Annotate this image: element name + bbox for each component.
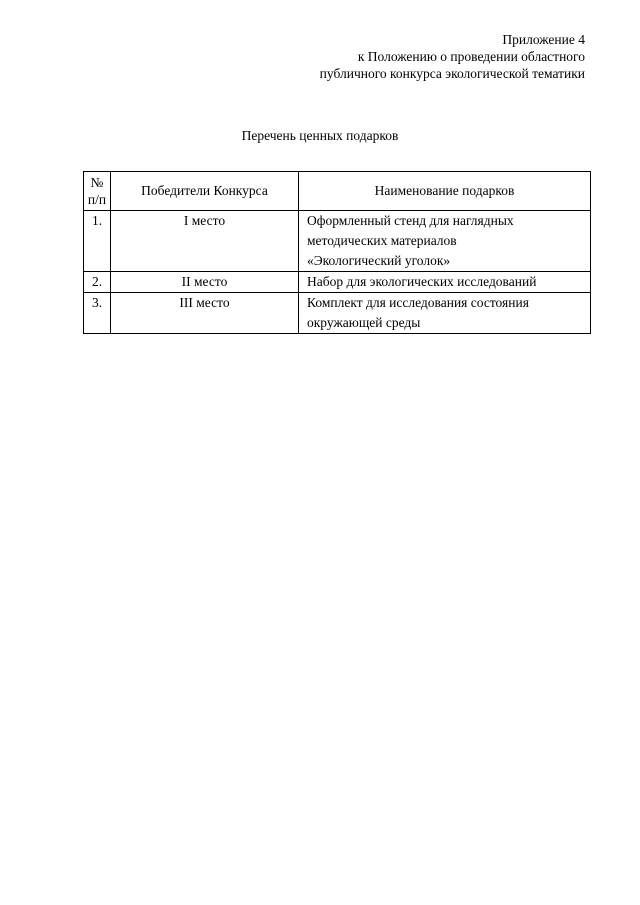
header-number-abbr: п/п bbox=[87, 192, 107, 207]
appendix-reference-line-2: публичного конкурса экологической тематики bbox=[319, 66, 585, 81]
gift-line: методических материалов bbox=[307, 233, 457, 248]
table-header-row bbox=[84, 172, 591, 211]
row-number: 1. bbox=[84, 211, 111, 272]
row-gift bbox=[299, 293, 591, 334]
header-winners: Победители Конкурса bbox=[111, 172, 299, 211]
document-title: Перечень ценных подарков bbox=[241, 128, 399, 143]
gift-line: Оформленный стенд для наглядных bbox=[307, 213, 514, 228]
row-gift bbox=[299, 211, 591, 272]
appendix-number: Приложение 4 bbox=[502, 32, 585, 47]
gift-line: Комплект для исследования состояния bbox=[307, 295, 529, 310]
table-row bbox=[84, 272, 591, 293]
gift-line: окружающей среды bbox=[307, 315, 421, 330]
appendix-header bbox=[165, 31, 585, 82]
row-gift bbox=[299, 272, 591, 293]
row-number: 3. bbox=[84, 293, 111, 334]
table-row bbox=[84, 211, 591, 272]
appendix-reference-line-1: к Положению о проведении областного bbox=[357, 49, 585, 64]
gift-line: «Экологический уголок» bbox=[307, 253, 451, 268]
header-gifts: Наименование подарков bbox=[299, 172, 591, 211]
row-place: I место bbox=[111, 211, 299, 272]
row-place: II место bbox=[111, 272, 299, 293]
gifts-table bbox=[83, 171, 591, 334]
gift-line: Набор для экологических исследований bbox=[307, 274, 537, 289]
row-place: III место bbox=[111, 293, 299, 334]
header-number-symbol: № bbox=[90, 175, 104, 190]
header-number bbox=[84, 172, 111, 211]
table-row bbox=[84, 293, 591, 334]
row-number: 2. bbox=[84, 272, 111, 293]
